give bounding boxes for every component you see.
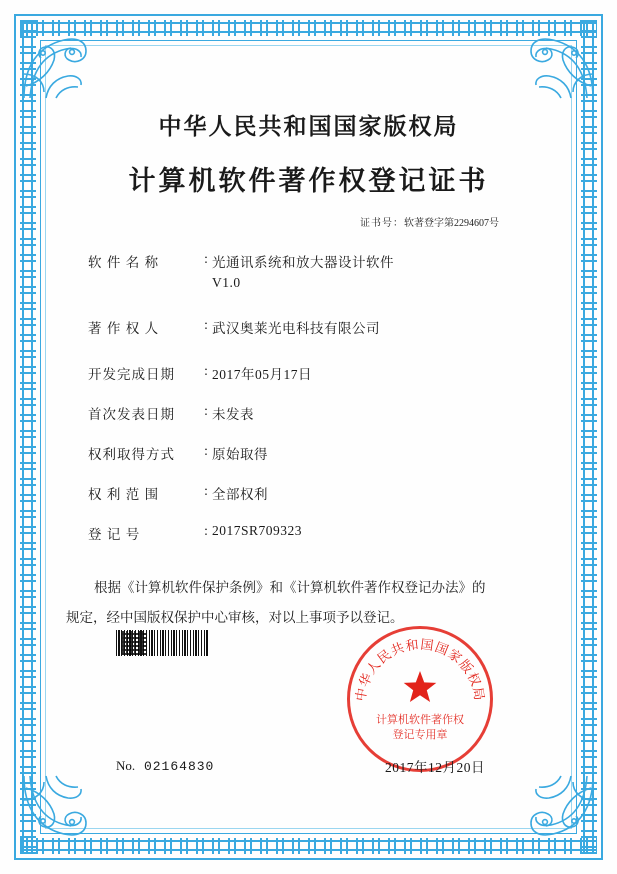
star-icon (403, 670, 437, 704)
field-value-text: 光通讯系统和放大器设计软件 (212, 255, 394, 270)
field-colon: : (204, 363, 208, 378)
serial-value: 02164830 (143, 759, 215, 774)
field-row (88, 403, 557, 423)
field-label: 权利取得方式 (88, 447, 175, 462)
border-band-left (20, 20, 36, 854)
field-value: 武汉奥莱光电科技有限公司 (212, 321, 380, 336)
serial-number (116, 758, 214, 774)
seal-bottom-text (347, 712, 493, 742)
field-label: 著 作 权 人 (88, 321, 160, 336)
field-value-version: V1.0 (212, 275, 241, 290)
official-seal (347, 626, 493, 772)
qr-code-icon (122, 631, 146, 655)
field-row (88, 317, 557, 337)
field-value (212, 251, 557, 291)
field-value: 未发表 (212, 407, 254, 422)
seal-bottom-line-2: 登记专用章 (392, 728, 448, 741)
page-title: 计算机软件著作权登记证书 (128, 166, 489, 197)
field-list (60, 251, 557, 543)
certificate-number-label: 证书号： (360, 218, 404, 229)
certificate-content (60, 60, 557, 814)
field-colon: : (204, 251, 208, 266)
field-row (88, 251, 557, 291)
certificate-footer (60, 630, 557, 800)
svg-text:中华人民共和国国家版权局: 中华人民共和国国家版权局 (353, 637, 487, 703)
field-row (88, 363, 557, 383)
issue-date: 2017年12月20日 (385, 760, 485, 775)
field-value: 2017年05月17日 (212, 367, 312, 382)
field-label: 软 件 名 称 (88, 255, 160, 270)
certificate-number-value: 软著登字第2294607号 (404, 218, 499, 229)
field-colon: : (204, 443, 208, 458)
field-label: 权 利 范 围 (88, 487, 160, 502)
field-colon: : (204, 523, 208, 538)
field-label: 登 记 号 (88, 527, 141, 542)
field-value: 原始取得 (212, 447, 268, 462)
field-label: 开发完成日期 (88, 367, 175, 382)
field-colon: : (204, 483, 208, 498)
serial-prefix: No. (116, 758, 136, 773)
field-colon: : (204, 317, 208, 332)
statement-paragraph (60, 573, 557, 633)
field-row (88, 523, 557, 543)
field-row (88, 483, 557, 503)
certificate-number (60, 214, 557, 229)
field-label: 首次发表日期 (88, 407, 175, 422)
field-row (88, 443, 557, 463)
statement-line-1: 根据《计算机软件保护条例》和《计算机软件著作权登记办法》的 (94, 580, 486, 595)
field-value: 2017SR709323 (212, 523, 303, 538)
field-value: 全部权利 (212, 487, 268, 502)
border-band-right (581, 20, 597, 854)
statement-line-2: 规定，经中国版权保护中心审核，对以上事项予以登记。 (66, 610, 404, 625)
seal-bottom-line-1: 计算机软件著作权 (376, 713, 464, 726)
field-colon: : (204, 403, 208, 418)
issuer-title: 中华人民共和国国家版权局 (158, 113, 459, 140)
